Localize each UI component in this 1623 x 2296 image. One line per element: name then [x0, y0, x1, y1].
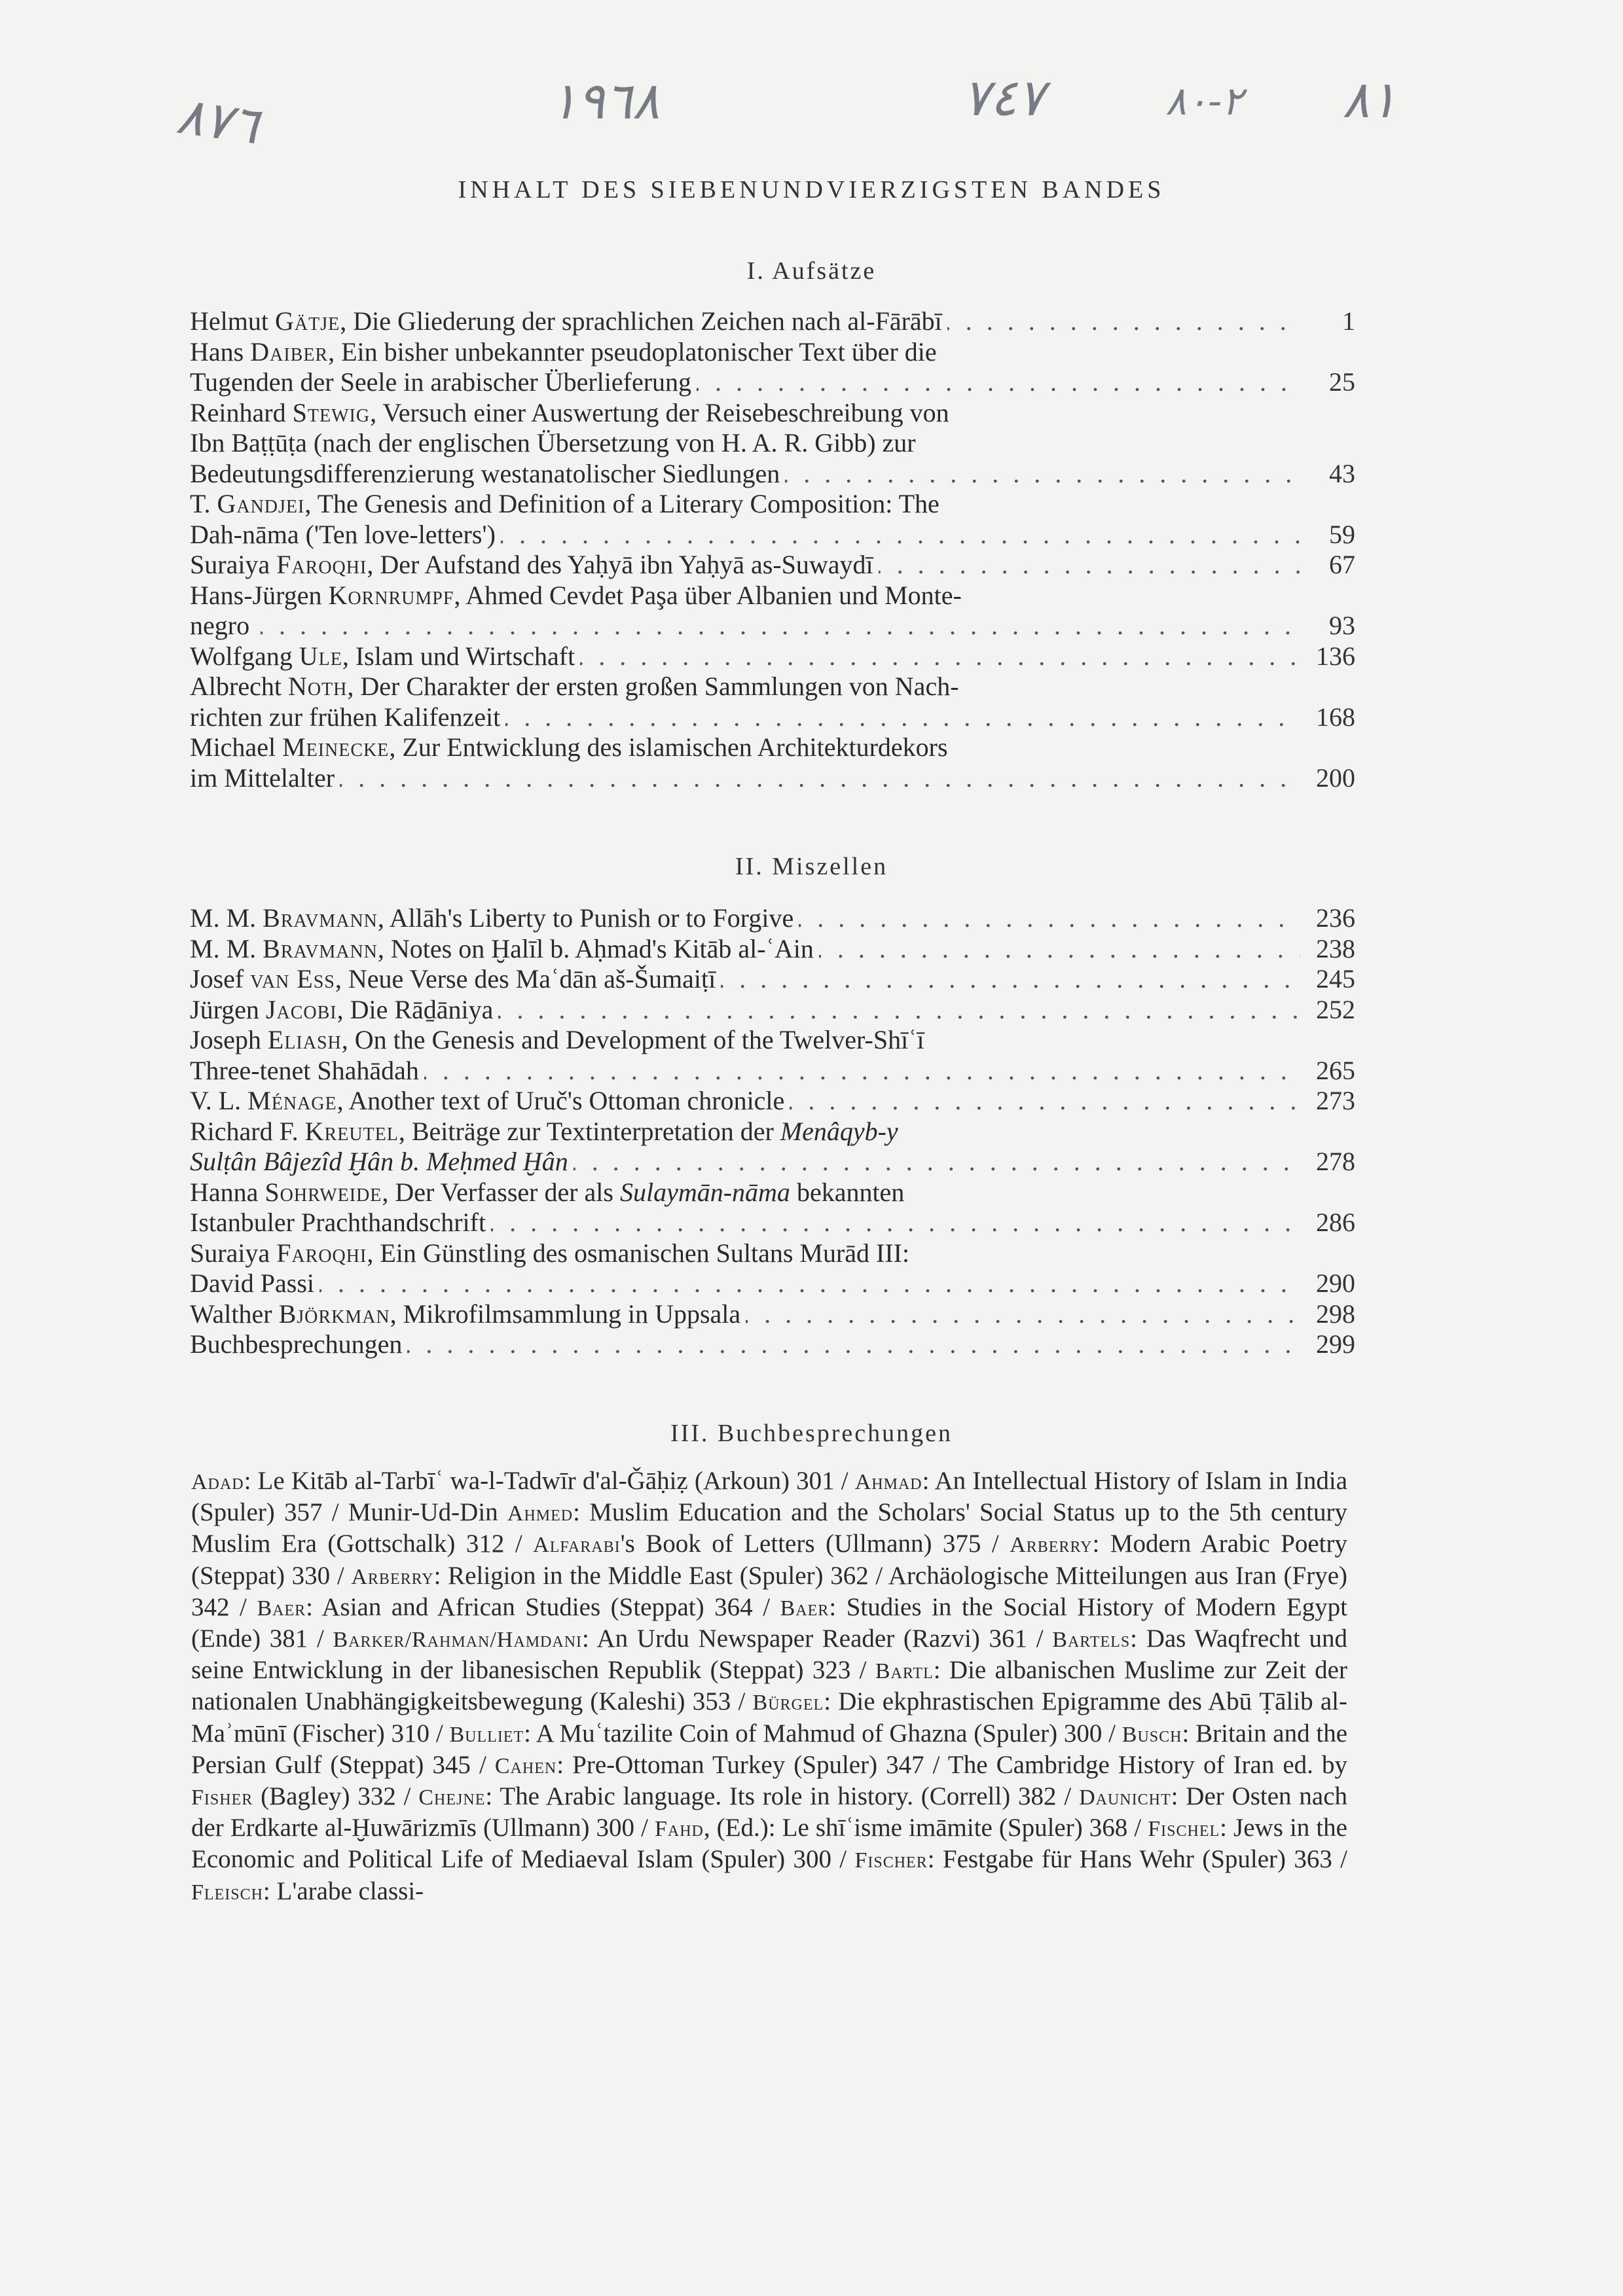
dot-leader — [501, 520, 1300, 550]
dot-leader — [491, 1208, 1300, 1238]
toc-section-miszellen — [190, 903, 1355, 1360]
author-surname: Bravmann — [263, 903, 378, 933]
dot-leader — [790, 1086, 1300, 1117]
section-heading: III. Buchbesprechungen — [670, 1420, 953, 1447]
entry-title: Dah-nāma ('Ten love-letters') — [190, 519, 496, 549]
entry-title: Istanbuler Prachthandschrift — [190, 1208, 486, 1237]
reviewed-author: Fleisch — [191, 1880, 263, 1905]
author-surname: Ménage — [247, 1086, 337, 1115]
dot-leader — [580, 641, 1300, 672]
dot-leader — [799, 903, 1300, 934]
toc-entry: Albrecht Noth, Der Charakter der ersten großen Sammlungen von Nach- richten zur frühen Kalifenzeit . . . 168 — [190, 672, 1355, 732]
dot-leader — [424, 1056, 1300, 1086]
entry-title: Tugenden der Seele in arabischer Überlieferung — [190, 367, 692, 397]
toc-entry: Hans Daiber, Ein bisher unbekannter pseudoplatonischer Text über die Tugenden der Seele in arabischer Überlieferung . . . 25 — [190, 337, 1355, 398]
dot-leader — [407, 1329, 1300, 1360]
page-number: 265 — [1316, 1055, 1355, 1085]
reviewed-author: Fisher — [191, 1785, 253, 1810]
toc-entry — [190, 1329, 1355, 1360]
dot-leader — [697, 367, 1300, 398]
reviewed-author: Cahen — [494, 1753, 557, 1778]
entry-title: im Mittelalter — [190, 762, 335, 793]
section-heading: I. Aufsätze — [746, 257, 877, 285]
author-surname: Jacobi — [265, 994, 337, 1024]
toc-entry: Hanna Sohrweide, Der Verfasser der als Sulaymān-nāma bekannten Istanbuler Prachthandschrift . . . 286 — [190, 1177, 1355, 1238]
page-number: 290 — [1316, 1268, 1355, 1298]
handwritten-mark: ٨١ — [1342, 71, 1397, 130]
toc-entry: T. Gandjei, The Genesis and Definition of a Literary Composition: The Dah-nāma ('Ten love-letters') . . . 59 — [190, 489, 1355, 550]
reviewed-author: Alfarabi — [533, 1533, 621, 1558]
dot-leader — [746, 1299, 1300, 1330]
page-number: 252 — [1316, 994, 1355, 1024]
page-number: 200 — [1316, 762, 1355, 793]
entry-title: Three-tenet Shahādah — [190, 1055, 419, 1085]
page-number: 1 — [1342, 306, 1355, 336]
page-number: 238 — [1316, 933, 1355, 963]
reviewed-author: Ahmed — [507, 1501, 574, 1526]
toc-entry: Joseph Eliash, On the Genesis and Development of the Twelver-Shīʿī Three-tenet Shahādah . . . 265 — [190, 1025, 1355, 1086]
reviewed-author: Fischer — [854, 1848, 928, 1873]
book-reviews-list: Adad: Le Kitāb al-Tarbīʿ wa-l-Tadwīr d'al-Ǧāḥiẓ (Arkoun) 301 / Ahmad: An Intellectual History of Islam in India (Spuler) 357 / Munir-Ud-Din Ahmed: Muslim Education and the Scholars' Social Status up to the 5th century Muslim Era (Gottschalk) 312 / Alfarabi's Book of Letters (Ullmann) 375 / Arberry: Modern Arabic Poetry (Steppat) 330 / Arberry: Religion in the Middle East (Spuler) 362 / Archäologische Mitteilungen aus Iran (Frye) 342 / Baer: Asian and African Studies (Steppat) 364 / Baer: Studies in the Social History of Modern Egypt (Ende) 381 / Barker/Rahman/Hamdani: An Urdu Newspaper Reader (Razvi) 361 / Bartels: Das Waqfrecht und seine Entwicklung in der libanesischen Republik (Steppat) 323 / Bartl: Die albanischen Muslime zur Zeit der nationalen Unabhängigkeitsbewegung (Kaleshi) 353 / Bürgel: Die ekphrastischen Epigramme des Abū Ṭālib al-Maʾmūnī (Fischer) 310 / Bulliet: A Muʿtazilite Coin of Mahmud of Ghazna (Spuler) 300 / Busch: Britain and the Persian Gulf (Steppat) 345 / Cahen: Pre-Ottoman Turkey (Spuler) 347 / The Cambridge History of Iran ed. by Fisher (Bagley) 332 / Chejne: The Arabic language. Its role in history. (Correll) 382 / Daunicht: Der Osten nach der Erdkarte al-Ḫuwārizmīs (Ullmann) 300 / Fahd, (Ed.): Le shīʿisme imāmite (Spuler) 368 / Fischel: Jews in the Economic and Political Life of Mediaeval Islam (Spuler) 300 / Fischer: Festgabe für Hans Wehr (Spuler) 363 / Fleisch: L'arabe classi- — [191, 1467, 1348, 1905]
reviewed-author: Bürgel — [752, 1691, 824, 1715]
reviewed-author: Daunicht — [1079, 1785, 1171, 1810]
dot-leader — [947, 306, 1300, 337]
toc-entry — [190, 550, 1355, 581]
dot-leader — [879, 550, 1300, 581]
author-surname: Sohrweide — [264, 1177, 382, 1207]
reviewed-author: Bartels — [1052, 1628, 1131, 1653]
author-surname: Stewig — [292, 397, 371, 427]
toc-entry — [190, 1299, 1355, 1330]
handwritten-mark: ٨٧٦ — [173, 86, 263, 156]
entry-title: Suraiya Faroqhi, Der Aufstand des Yaḥyā ibn Yaḥyā as-Suwaydī — [190, 550, 873, 579]
reviewed-author: Fischel — [1148, 1817, 1220, 1842]
author-surname: Ule — [299, 641, 342, 671]
page-number: 93 — [1329, 611, 1355, 640]
author-surname: Gätje — [274, 306, 340, 336]
entry-title: V. L. Ménage, Another text of Uruč's Ottoman chronicle — [190, 1086, 785, 1115]
reviewed-author: Arberry — [1010, 1533, 1093, 1558]
author-surname: Kornrumpf — [328, 580, 454, 610]
dot-leader — [574, 1147, 1300, 1177]
page-number: 43 — [1329, 458, 1355, 488]
reviewed-author: Arberry — [351, 1564, 434, 1589]
dot-leader — [319, 1268, 1300, 1299]
handwritten-mark: ٧٤٧ — [962, 69, 1045, 128]
toc-entry: Michael Meinecke, Zur Entwicklung des islamischen Architekturdekors im Mittelalter . . . 200 — [190, 732, 1355, 793]
reviewed-author: Barker/Rahman/Hamdani — [333, 1628, 583, 1653]
toc-entry — [190, 306, 1355, 337]
toc-entry — [190, 1086, 1355, 1117]
entry-title: M. M. Bravmann, Notes on Ḫalīl b. Aḥmad's Kitāb al-ʿAin — [190, 933, 814, 963]
toc-entry: Suraiya Faroqhi, Ein Günstling des osmanischen Sultans Murād III: David Passi . . . 290 — [190, 1238, 1355, 1299]
toc-entry: Reinhard Stewig, Versuch einer Auswertung der Reisebeschreibung von Ibn Baṭṭūṭa (nach der englischen Übersetzung von H. A. R. Gibb) zur Bedeutungsdifferenzierung westanatolischer Siedlungen . . . 43 — [190, 398, 1355, 490]
dot-leader — [721, 964, 1300, 995]
section-heading: II. Miszellen — [735, 853, 888, 880]
entry-title: Helmut Gätje, Die Gliederung der sprachlichen Zeichen nach al-Fārābī — [190, 306, 942, 336]
page-number: 299 — [1316, 1329, 1355, 1359]
reviewed-author: Bulliet — [449, 1722, 524, 1747]
author-surname: Björkman — [278, 1299, 390, 1329]
dot-leader — [261, 611, 1300, 641]
reviewed-author: Fahd — [654, 1817, 704, 1842]
handwritten-mark: ٢-٨٠ — [1165, 79, 1243, 124]
reviewed-author: Bartl — [875, 1659, 934, 1684]
page-number: 236 — [1316, 903, 1355, 933]
reviewed-author: Chejne — [418, 1785, 486, 1810]
author-surname: Eliash — [267, 1025, 342, 1054]
handwritten-mark: ١٩٦٨ — [550, 72, 660, 131]
page-number: 298 — [1316, 1299, 1355, 1329]
dot-leader — [498, 995, 1300, 1026]
entry-title: M. M. Bravmann, Allāh's Liberty to Punish or to Forgive — [190, 903, 794, 933]
toc-entry — [190, 964, 1355, 995]
entry-title: Buchbesprechungen — [190, 1329, 403, 1359]
author-surname: van Ess — [250, 964, 335, 994]
reviewed-author: Busch — [1122, 1722, 1182, 1747]
toc-entry: Richard F. Kreutel, Beiträge zur Textinterpretation der Menâqyb-y Sulṭân Bâjezîd Ḫân b. Meḥmed Ḫân . . . 278 — [190, 1117, 1355, 1177]
author-surname: Faroqhi — [276, 550, 367, 579]
page-number: 273 — [1316, 1086, 1355, 1115]
reviewed-author: Ahmad — [854, 1470, 922, 1494]
page-number: 59 — [1329, 519, 1355, 549]
entry-title: Josef van Ess, Neue Verse des Maʿdān aš-Šumaiṭī — [190, 964, 716, 994]
page-number: 25 — [1329, 367, 1355, 397]
author-surname: Gandjei — [217, 489, 305, 518]
reviewed-author: Adad — [191, 1470, 244, 1494]
dot-leader — [819, 934, 1300, 965]
entry-title: Wolfgang Ule, Islam und Wirtschaft — [190, 641, 575, 671]
entry-title: Bedeutungsdifferenzierung westanatolischer Siedlungen — [190, 458, 780, 488]
author-surname: Kreutel — [304, 1116, 399, 1146]
dot-leader — [505, 702, 1300, 733]
author-surname: Meinecke — [282, 732, 390, 762]
entry-title: richten zur frühen Kalifenzeit — [190, 702, 501, 732]
dot-leader — [340, 763, 1300, 794]
page-number: 278 — [1316, 1147, 1355, 1176]
reviewed-author: Baer — [780, 1596, 830, 1621]
page-title: INHALT DES SIEBENUNDVIERZIGSTEN BANDES — [458, 176, 1165, 204]
page-number: 245 — [1316, 964, 1355, 994]
entry-title: David Passi — [190, 1268, 314, 1298]
page-number: 136 — [1316, 641, 1355, 671]
entry-title: Sulṭân Bâjezîd Ḫân b. Meḥmed Ḫân — [190, 1147, 568, 1176]
toc-entry — [190, 903, 1355, 934]
toc-section-aufsaetze — [190, 306, 1355, 793]
page-number: 286 — [1316, 1208, 1355, 1237]
author-surname: Faroqhi — [276, 1238, 367, 1268]
toc-entry — [190, 934, 1355, 965]
dot-leader — [785, 459, 1300, 490]
author-surname: Noth — [287, 672, 348, 701]
page-number: 168 — [1316, 702, 1355, 732]
reviewed-author: Baer — [257, 1596, 306, 1621]
toc-entry — [190, 641, 1355, 672]
author-surname: Bravmann — [263, 933, 378, 963]
toc-entry: Hans-Jürgen Kornrumpf, Ahmed Cevdet Paşa über Albanien und Monte- negro . . . 93 — [190, 581, 1355, 641]
toc-entry — [190, 995, 1355, 1026]
entry-title: Walther Björkman, Mikrofilmsammlung in Uppsala — [190, 1299, 741, 1329]
page-number: 67 — [1329, 550, 1355, 579]
author-surname: Daiber — [250, 336, 329, 367]
entry-title: Jürgen Jacobi, Die Rāḏāniya — [190, 994, 494, 1024]
